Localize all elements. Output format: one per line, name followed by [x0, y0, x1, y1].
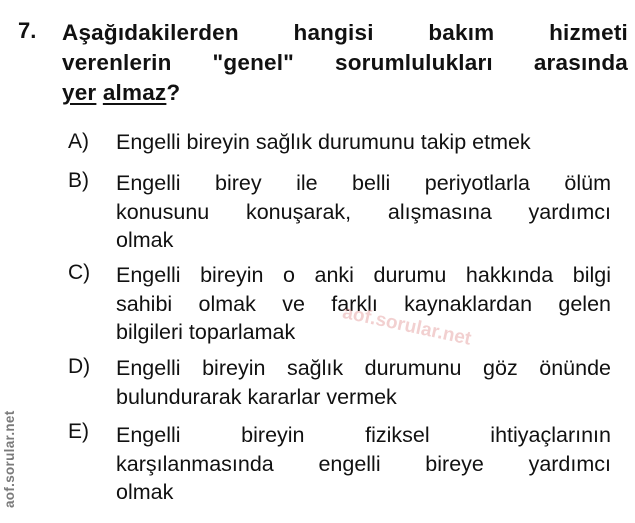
option-line: bilgileri toparlamak — [116, 320, 296, 344]
option-letter: E) — [68, 420, 89, 443]
option-line: sahibi olmak ve farklı kaynaklardan gelen — [116, 291, 611, 316]
question-mark: ? — [166, 80, 181, 105]
option-line: Engelli birey ile belli periyotlarla ölüm — [116, 171, 611, 195]
side-watermark: aof.sorular.net — [2, 410, 17, 508]
question-line: verenlerin "genel" sorumlulukları arasında — [62, 50, 628, 75]
option-text — [116, 261, 611, 347]
watermark: aof.sorular.net — [340, 302, 474, 350]
underlined-word: almaz — [102, 80, 167, 105]
option-text — [116, 421, 611, 507]
option-line: konusunu konuşarak, alışmasına yardımcı — [116, 199, 611, 224]
question-line-last — [62, 78, 628, 108]
option-line: olmak — [116, 480, 174, 504]
option-line: Engelli bireyin sağlık durumunu göz önünde — [116, 356, 611, 380]
question-text — [62, 18, 628, 108]
option-letter: A) — [68, 130, 89, 153]
question-line: Aşağıdakilerden hangisi bakım hizmeti — [62, 20, 628, 45]
option-line: Engelli bireyin o anki durumu hakkında bilgi — [116, 263, 611, 287]
option-letter: B) — [68, 169, 89, 192]
option-line: Engelli bireyin sağlık durumunu takip etmek — [116, 130, 531, 154]
option-text — [116, 128, 611, 157]
option-line: karşılanmasında engelli bireye yardımcı — [116, 451, 611, 476]
option-line: olmak — [116, 228, 174, 252]
underlined-word: yer — [62, 80, 97, 105]
option-line: Engelli bireyin fiziksel ihtiyaçlarının — [116, 423, 611, 447]
question-number: 7. — [18, 18, 37, 43]
option-text — [116, 169, 611, 255]
option-letter: D) — [68, 355, 91, 378]
option-letter: C) — [68, 261, 91, 284]
option-text — [116, 354, 611, 411]
option-line: bulundurarak kararlar vermek — [116, 384, 397, 409]
